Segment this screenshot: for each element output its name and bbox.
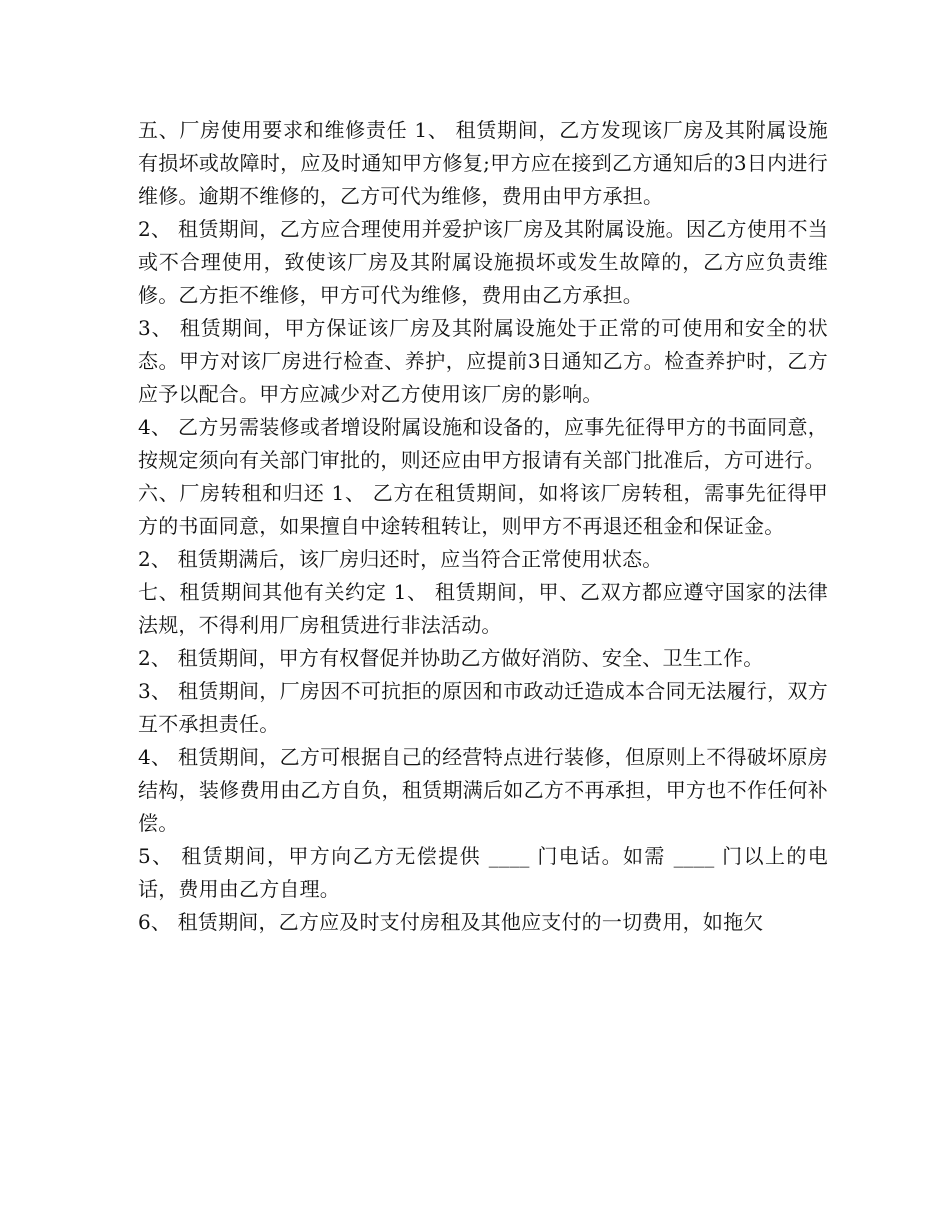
paragraph-section-5-item-4: 4、 乙方另需装修或者增设附属设施和设备的，应事先征得甲方的书面同意，按规定须向有关部门审批的，则还应由甲方报请有关部门批准后，方可进行。 [138,415,828,472]
paragraph-section-5-item-3: 3、 租赁期间，甲方保证该厂房及其附属设施处于正常的可使用和安全的状态。甲方对该厂房进行检查、养护，应提前3日通知乙方。检查养护时，乙方应予以配合。甲方应减少对乙方使用该厂房的影响。 [138,316,828,406]
document-body [138,114,828,939]
paragraph-section-7-item-2: 2、 租赁期间，甲方有权督促并协助乙方做好消防、安全、卫生工作。 [138,646,764,670]
paragraph-section-6-item-2: 2、 租赁期满后，该厂房归还时，应当符合正常使用状态。 [138,547,663,571]
paragraph-section-6-item-1: 六、厂房转租和归还 1、 乙方在租赁期间，如将该厂房转租，需事先征得甲方的书面同意，如果擅自中途转租转让，则甲方不再退还租金和保证金。 [138,481,828,538]
paragraph-section-5-item-2: 2、 租赁期间，乙方应合理使用并爱护该厂房及其附属设施。因乙方使用不当或不合理使用，致使该厂房及其附属设施损坏或发生故障的，乙方应负责维修。乙方拒不维修，甲方可代为维修，费用由乙方承担。 [138,217,828,307]
paragraph-section-7-item-3: 3、 租赁期间，厂房因不可抗拒的原因和市政动迁造成本合同无法履行，双方互不承担责任。 [138,679,828,736]
paragraph-section-7-item-5: 5、 租赁期间，甲方向乙方无偿提供 ____ 门电话。如需 ____ 门以上的电话，费用由乙方自理。 [138,844,828,901]
paragraph-section-7-item-4: 4、 租赁期间，乙方可根据自己的经营特点进行装修，但原则上不得破坏原房结构，装修费用由乙方自负，租赁期满后如乙方不再承担，甲方也不作任何补偿。 [138,745,828,835]
paragraph-section-7-item-6: 6、 租赁期间，乙方应及时支付房租及其他应支付的一切费用，如拖欠 [138,910,764,934]
paragraph-section-7-item-1: 七、租赁期间其他有关约定 1、 租赁期间，甲、乙双方都应遵守国家的法律法规，不得利用厂房租赁进行非法活动。 [138,580,828,637]
paragraph-section-5-item-1: 五、厂房使用要求和维修责任 1、 租赁期间，乙方发现该厂房及其附属设施有损坏或故障时，应及时通知甲方修复;甲方应在接到乙方通知后的3日内进行维修。逾期不维修的，乙方可代为维修，费用由甲方承担。 [138,118,828,208]
